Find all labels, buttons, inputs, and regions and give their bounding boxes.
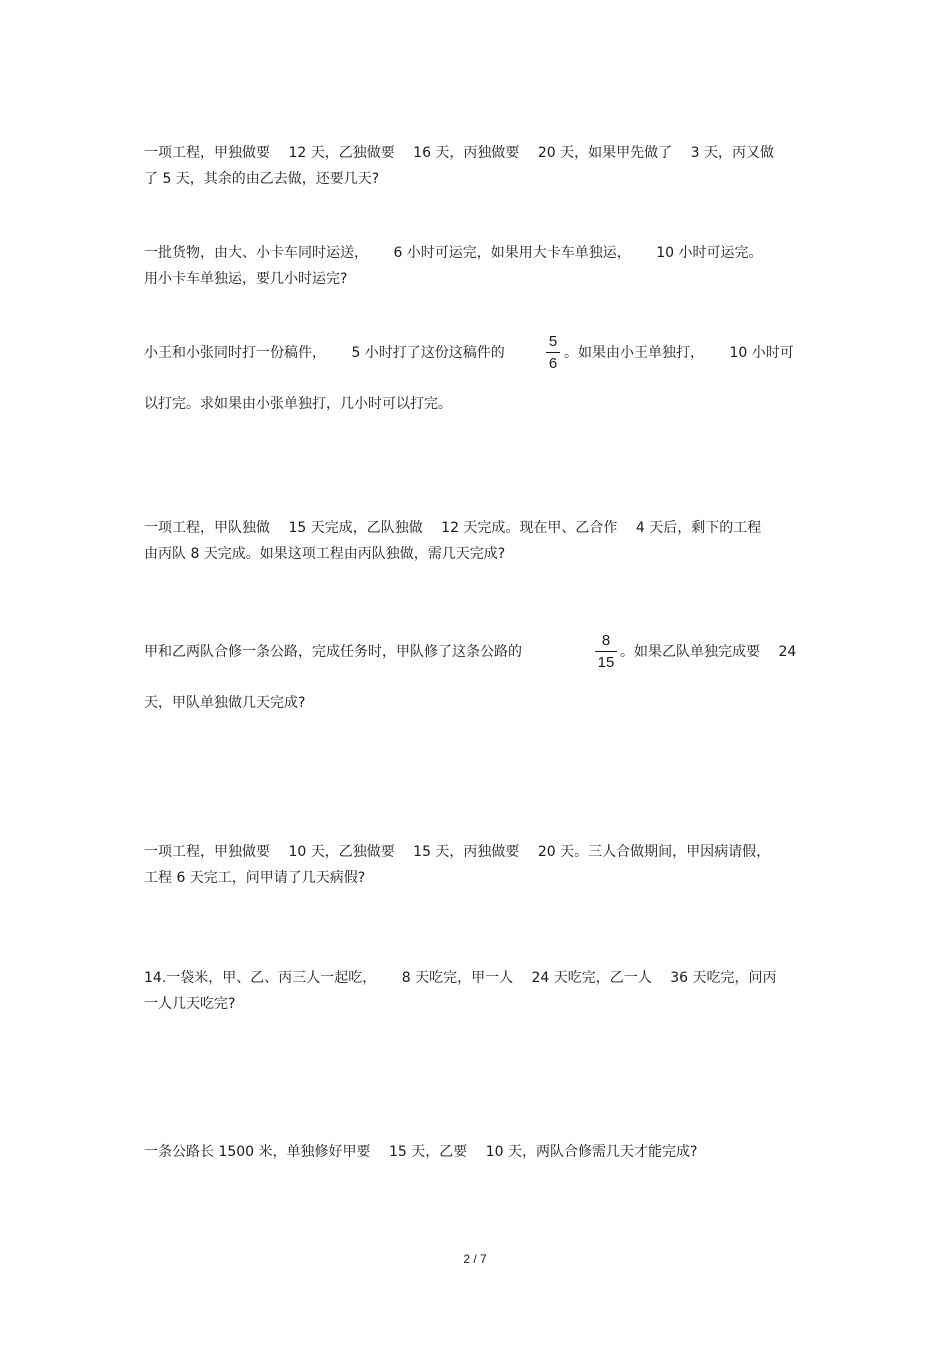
fraction-denominator: 15 [597,654,615,671]
problem-3-line-1a: 小王和小张同时打一份稿件， 5 小时打了这份这稿件的 [144,345,505,361]
fraction-bar [595,651,617,652]
problem-7-line-2: 一人几天吃完? [144,996,236,1012]
fraction-denominator: 6 [548,355,558,372]
problem-2-line-2: 用小卡车单独运，要几小时运完? [144,271,348,287]
problem-5-line-1b: 。如果乙队单独完成要 24 [620,644,797,660]
page-number: 2 / 7 [463,1252,487,1266]
fraction-bar [546,352,560,353]
problem-6-line-1: 一项工程，甲独做要 10 天，乙独做要 15 天，丙独做要 20 天。三人合做期间，甲因病请假， [144,844,771,860]
fraction-numerator: 5 [548,333,558,350]
fraction-numerator: 8 [601,632,611,649]
problem-2-line-1: 一批货物，由大、小卡车同时运送， 6 小时可运完，如果用大卡车单独运， 10 小时可运完。 [144,245,763,261]
problem-3-line-2: 以打完。求如果由小张单独打，几小时可以打完。 [144,396,452,412]
problem-8-line-1: 一条公路长 1500 米，单独修好甲要 15 天，乙要 10 天，两队合修需几天才能完成? [144,1144,698,1160]
problem-4-line-2: 由丙队 8 天完成。如果这项工程由丙队独做，需几天完成? [144,546,506,562]
problem-5-line-1a: 甲和乙两队合修一条公路，完成任务时，甲队修了这条公路的 [144,644,522,660]
fraction-5-6 [546,333,560,372]
problem-1-line-2: 了 5 天，其余的由乙去做，还要几天? [144,171,380,187]
problem-1-line-1: 一项工程，甲独做要 12 天，乙独做要 16 天，丙独做要 20 天，如果甲先做了 3 天，丙又做 [144,145,774,161]
fraction-8-15 [595,632,617,671]
problem-7-line-1: 14.一袋米，甲、乙、丙三人一起吃， 8 天吃完，甲一人 24 天吃完，乙一人 36 天吃完，问丙 [144,970,777,986]
problem-3-line-1b: 。如果由小王单独打， 10 小时可 [564,345,794,361]
problem-5-line-2: 天，甲队单独做几天完成? [144,695,306,711]
problem-6-line-2: 工程 6 天完工，问甲请了几天病假? [144,870,366,886]
problem-4-line-1: 一项工程，甲队独做 15 天完成，乙队独做 12 天完成。现在甲、乙合作 4 天后，剩下的工程 [144,520,762,536]
